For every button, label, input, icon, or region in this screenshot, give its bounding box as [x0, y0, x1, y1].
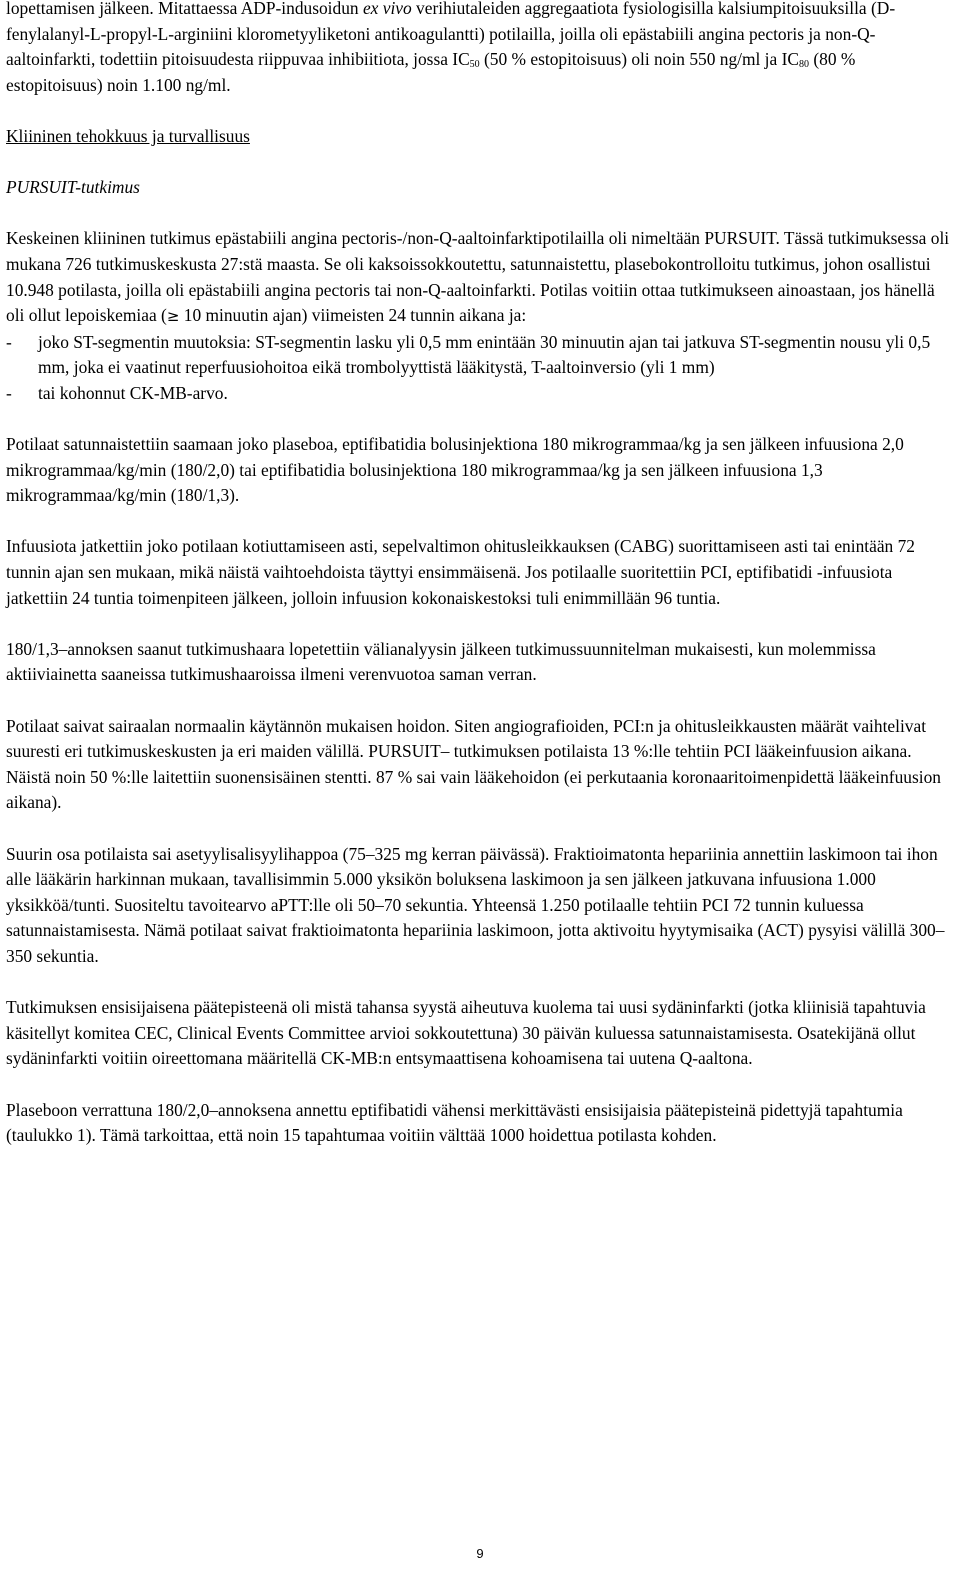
ic80-subscript: 80 [798, 59, 809, 71]
paragraph-primary-endpoint: Tutkimuksen ensisijaisena päätepisteenä oli mistä tahansa syystä aiheutuva kuolema tai uusi sydäninfarkti (jotka kliinisiä tapahtuvia käsitellyt komitea CEC, Clinical Events Committee arvioi sokkoutettuna) 30 päivän kuluessa satunnaistamisesta. Osatekijänä ollut sydäninfarkti voitiin oireettomana määritellä CK-MB:n entsymaattisena kohoamisena tai uutena Q-aaltona. [6, 997, 926, 1069]
paragraph-standard-care: Potilaat saivat sairaalan normaalin käytännön mukaisen hoidon. Siten angiografioiden, PCI:n ja ohitusleikkausten määrät vaihtelivat suuresti eri tutkimuskeskusten ja eri maiden välillä. PURSUIT– tutkimuksen potilaista 13 %:lle tehtiin PCI lääkeinfuusion aikana. Näistä noin 50 %:lle laitettiin suonensisäinen stentti. 87 % sai vain lääkehoidon (ei perkutaania koronaaritoimenpidettä lääkeinfuusion aikana). [6, 715, 941, 813]
paragraph-result: Plaseboon verrattuna 180/2,0–annoksena annettu eptifibatidi vähensi merkittävästi ensisijaisia päätepisteinä pidettyjä tapahtumia (taulukko 1). Tämä tarkoittaa, että noin 15 tapahtumaa voitiin välttää 1000 hoidettua potilasta kohden. [6, 1099, 903, 1146]
page-number: 9 [476, 1546, 484, 1561]
paragraph-infusion-duration: Infuusiota jatkettiin joko potilaan kotiuttamiseen asti, sepelvaltimon ohitusleikkauksen (CABG) suorittamiseen asti tai enintään 72 tunnin ajan sen mukaan, mikä näistä vaihtoehdoista täyttyi ensimmäisenä. Jos potilaalle suoritettiin PCI, eptifibatidi -infuusiota jatkettiin 24 tuntia toimenpiteen jälkeen, jolloin infuusion kokonaiskestoksi tuli enimmillään 96 tuntia. [6, 536, 915, 608]
ex-vivo-term: ex vivo [362, 0, 412, 18]
list-dash: - [6, 382, 12, 403]
greater-equal-symbol: ≥ [166, 307, 180, 326]
section-heading: Kliininen tehokkuus ja turvallisuus [6, 125, 250, 146]
paragraph-randomization: Potilaat satunnaistettiin saamaan joko plaseboa, eptifibatidia bolusinjektiona 180 mikrogrammaa/kg ja sen jälkeen infuusiona 2,0 mikrogrammaa/kg/min (180/2,0) tai eptifibatidia bolusinjektiona 180 mikrogrammaa/kg ja sen jälkeen infuusiona 1,3 mikrogrammaa/kg/min (180/1,3). [6, 434, 904, 506]
list-item [6, 381, 954, 407]
list-item [6, 330, 954, 381]
paragraph-arm-stopped: 180/1,3–annoksen saanut tutkimushaara lopetettiin välianalyysin jälkeen tutkimussuunnitelman mukaisesti, kun molemmissa aktiiviainetta saaneissa tutkimushaaroissa ilmeni verenvuotoa saman verran. [6, 638, 876, 685]
list-item-text: joko ST-segmentin muutoksia: ST-segmentin lasku yli 0,5 mm enintään 30 minuutin ajan tai jatkuva ST-segmentin nousu yli 0,5 mm, joka ei vaatinut reperfuusiohoitoa eikä trombolyyttistä lääkitystä, T-aaltoinversio (yli 1 mm) [38, 331, 931, 378]
document-page [6, 0, 954, 1149]
ic50-subscript: 50 [469, 59, 480, 71]
pursuit-paragraph: Keskeinen kliininen tutkimus epästabiili angina pectoris-/non-Q-aaltoinfarktipotilailla oli nimeltään PURSUIT. Tässä tutkimuksessa oli mukana 726 tutkimuskeskusta 27:stä maasta. Se oli kaksoissokkoutettu, satunnaistettu, plasebokontrolloitu tutkimus, johon osallistui 10.948 potilasta, joilla oli epästabiili angina pectoris tai non-Q-aaltoinfarkti. Potilas voitiin ottaa tutkimukseen ainoastaan, jos hänellä oli ollut lepoiskemiaa (≥ 10 minuutin ajan) viimeisten 24 tunnin aikana ja: [6, 228, 950, 326]
list-dash: - [6, 331, 12, 352]
subheading: PURSUIT-tutkimus [6, 177, 140, 198]
intro-paragraph: lopettamisen jälkeen. Mitattaessa ADP-indusoidun ex vivo verihiutaleiden aggregaatiota fysiologisilla kalsiumpitoisuuksilla (D-fenylalanyl-L-propyl-L-arginiini klorometyyliketoni antikoagulantti) potilailla, joilla oli epästabiili angina pectoris ja non-Q-aaltoinfarkti, todettiin pitoisuudesta riippuvaa inhibiitiota, jossa $IC_{50}$ (50 % estopitoisuus) oli noin 550 ng/ml ja $IC_{80}$ (80 % estopitoisuus) noin 1.100 ng/ml. [6, 0, 896, 95]
list-item-text: tai kohonnut CK-MB-arvo. [38, 382, 228, 403]
paragraph-concomitant-therapy: Suurin osa potilaista sai asetyylisalisyylihappoa (75–325 mg kerran päivässä). Fraktioimatonta hepariinia annettiin laskimoon tai ihon alle lääkärin harkinnan mukaan, tavallisimmin 5.000 yksikön boluksena laskimoon ja sen jälkeen jatkuvana infuusiona 1.000 yksikköä/tunti. Suositeltu tavoitearvo aPTT:lle oli 50–70 sekuntia. Yhteensä 1.250 potilaalle tehtiin PCI 72 tunnin kuluessa satunnaistamisesta. Nämä potilaat saivat fraktioimatonta hepariinia laskimoon, jotta aktivoitu hyytymisaika (ACT) pysyisi välillä 300–350 sekuntia. [6, 843, 945, 966]
